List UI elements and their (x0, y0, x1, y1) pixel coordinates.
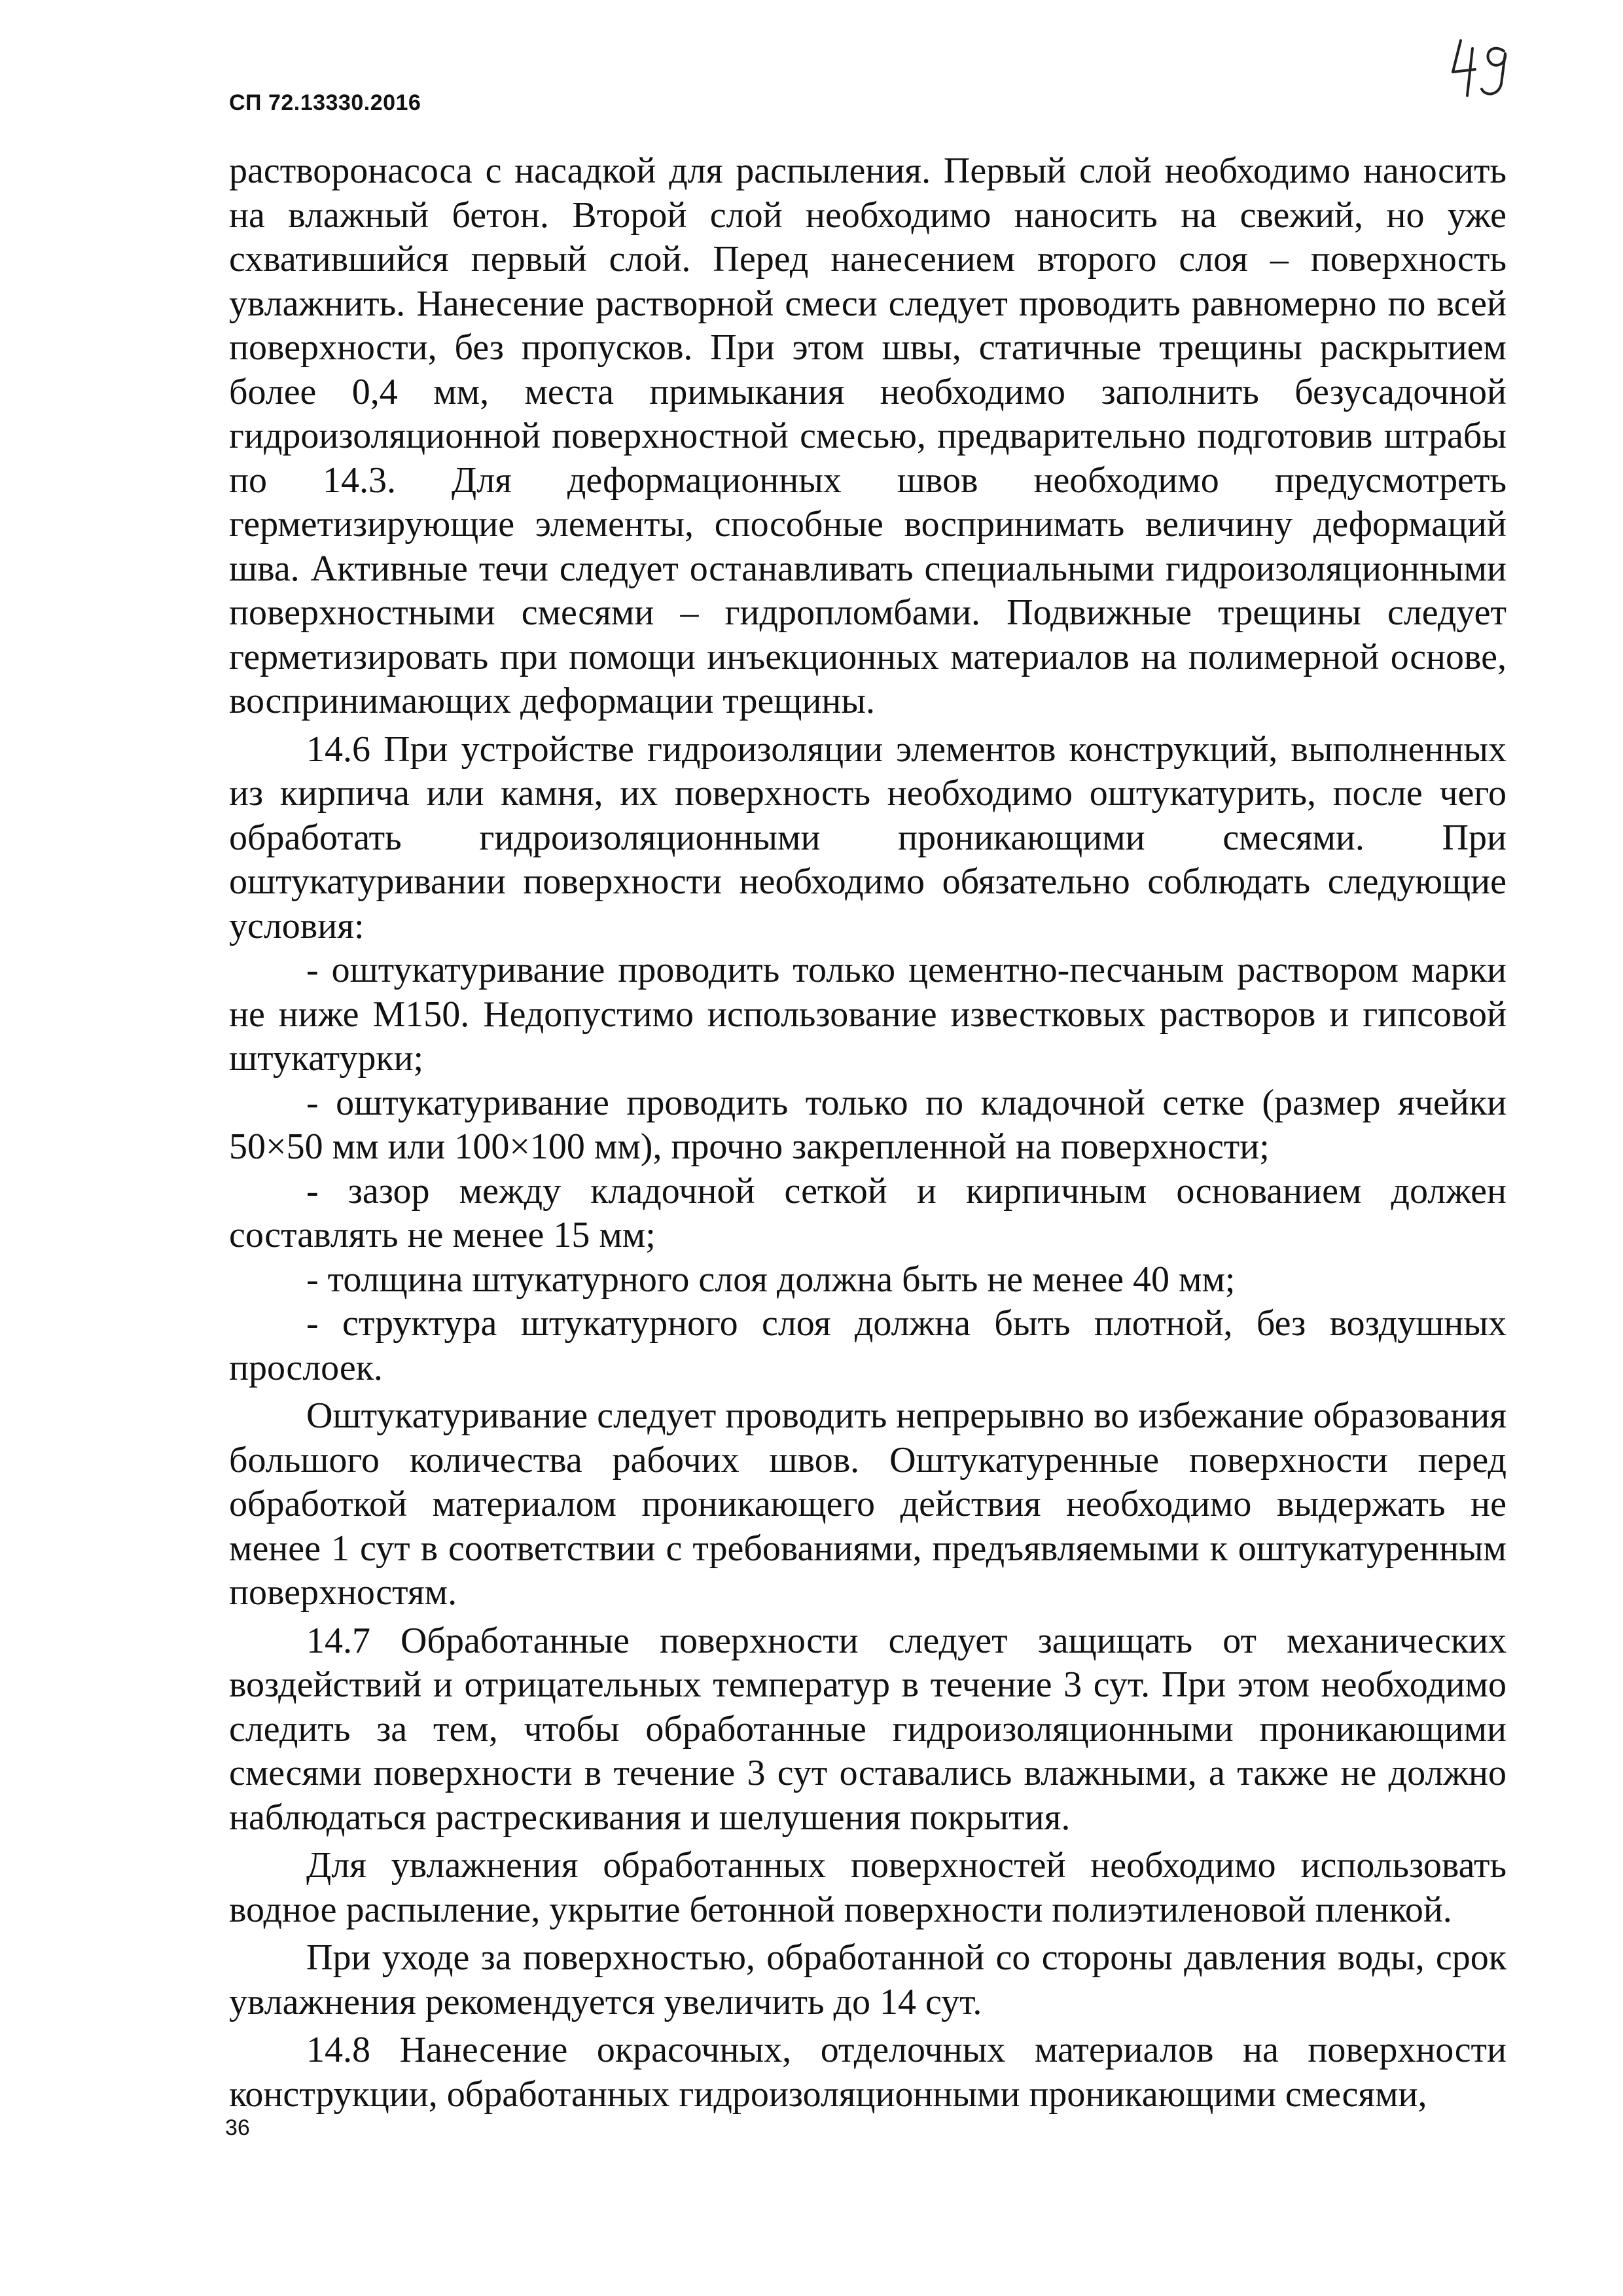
list-item-plaster-mortar: - оштукатуривание проводить только цементно-песчаным раствором марки не ниже М150. Недопустимо использование известковых растворов и гипсовой штукатурки; (229, 950, 1507, 1079)
paragraph-plastering-process: Оштукатуривание следует проводить непрерывно во избежание образования большого количества рабочих швов. Оштукатуренные поверхности перед обработкой материалом проникающего действия необходимо выдержать не менее 1 сут в соответствии с требованиями, предъявляемыми к оштукатуренным поверхностям. (229, 1395, 1507, 1613)
paragraph-continuation: растворонасоса с насадкой для распыления. Первый слой необходимо наносить на влажный бетон. Второй слой необходимо наносить на свежий, но уже схватившийся первый слой. Перед нанесением второго слоя – поверхность увлажнить. Нанесение растворной смеси следует проводить равномерно по всей поверхности, без пропусков. При этом швы, статичные трещины раскрытием более 0,4 мм, места примыкания необходимо заполнить безусадочной гидроизоляционной поверхностной смесью, предварительно подготовив штрабы по 14.3. Для деформационных швов необходимо предусмотреть герметизирующие элементы, способные воспринимать величину деформаций шва. Активные течи следует останавливать специальными гидроизоляционными поверхностными смесями – гидропломбами. Подвижные трещины следует герметизировать при помощи инъекционных материалов на полимерной основе, воспринимающих деформации трещины. (229, 151, 1507, 721)
document-code-header: СП 72.13330.2016 (229, 90, 421, 115)
list-item-mesh-gap: - зазор между кладочной сеткой и кирпичным основанием должен составлять не менее 15 мм; (229, 1170, 1507, 1255)
paragraph-14-7: 14.7 Обработанные поверхности следует защищать от механических воздействий и отрицательных температур в течение 3 сут. При этом необходимо следить за тем, чтобы обработанные гидроизоляционными проникающими смесями поверхности в течение 3 сут оставались влажными, а также не должно наблюдаться растрескивания и шелушения покрытия. (229, 1620, 1507, 1838)
page-number: 36 (225, 2115, 250, 2140)
list-item-masonry-mesh: - оштукатуривание проводить только по кладочной сетке (размер ячейки 50×50 мм или 100×100 мм), прочно закрепленной на поверхности; (229, 1082, 1507, 1167)
paragraph-pressure-side-care: При уходе за поверхностью, обработанной со стороны давления воды, срок увлажнения рекомендуется увеличить до 14 сут. (229, 1937, 1507, 2022)
paragraph-14-8: 14.8 Нанесение окрасочных, отделочных материалов на поверхности конструкции, обработанных гидроизоляционными проникающими смесями, (229, 2030, 1507, 2115)
paragraph-14-6: 14.6 При устройстве гидроизоляции элементов конструкций, выполненных из кирпича или камня, их поверхность необходимо оштукатурить, после чего обработать гидроизоляционными проникающими смесями. При оштукатуривании поверхности необходимо обязательно соблюдать следующие условия: (229, 728, 1507, 946)
paragraph-moistening: Для увлажнения обработанных поверхностей необходимо использовать водное распыление, укрытие бетонной поверхности полиэтиленовой пленкой. (229, 1845, 1507, 1930)
list-item-plaster-thickness: - толщина штукатурного слоя должна быть не менее 40 мм; (306, 1259, 1236, 1300)
document-body (229, 149, 1507, 2117)
handwritten-page-mark (1446, 31, 1518, 103)
list-item-plaster-structure: - структура штукатурного слоя должна быть плотной, без воздушных прослоек. (229, 1303, 1507, 1388)
